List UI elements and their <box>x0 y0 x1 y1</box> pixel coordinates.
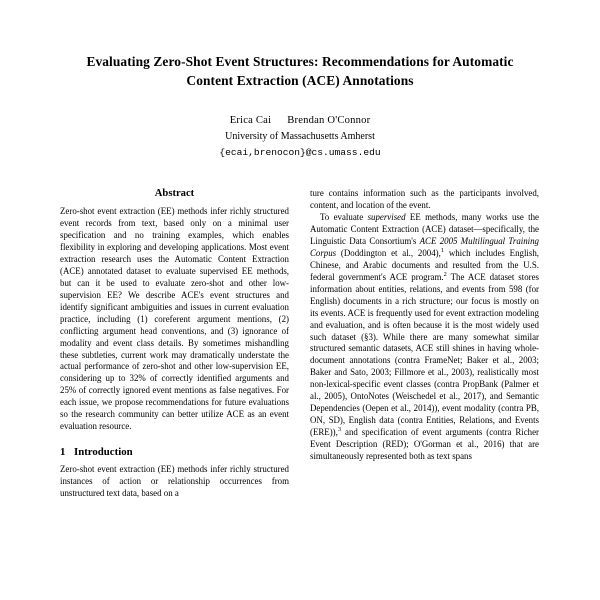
text-run: and specification of event arguments (contra Richer Event Description (RED); O'Gorman et al., 2016) that are simultaneously represented both as text spans <box>310 427 539 462</box>
author-email: {ecai,brenocon}@cs.umass.edu <box>219 146 381 158</box>
continued-paragraph: ture contains information such as the participants involved, content, and location of the event. <box>310 187 539 210</box>
introduction-text: Zero-shot event extraction (EE) methods infer richly structured instances of action or relationship occurrences from unstructured text data, based on a <box>60 464 289 499</box>
evaluation-paragraph <box>310 212 539 463</box>
text-run: which includes English, Chinese, and Arabic documents and resulted from the U.S. federal government's ACE program. <box>310 247 539 282</box>
abstract-heading: Abstract <box>154 187 195 199</box>
text-run: EE methods, many works use the Automatic Content Extraction (ACE) dataset—specifically, the Linguistic Data Consortium's <box>310 211 539 246</box>
author-name: Erica Cai <box>229 114 272 126</box>
right-column <box>310 188 539 500</box>
section-title: Introduction <box>74 446 133 459</box>
section-number: 1 <box>60 446 66 459</box>
text-run: (Doddington et al., 2004), <box>336 247 441 258</box>
author-list <box>60 115 540 126</box>
author-name: Brendan O'Connor <box>287 114 371 126</box>
text-run: To evaluate <box>320 211 368 222</box>
two-column-body <box>60 188 540 500</box>
footnote-marker: 2 <box>443 270 447 278</box>
footnote-marker: 1 <box>440 246 445 254</box>
affiliation: University of Massachusetts Amherst <box>225 130 375 142</box>
footnote-marker: 3 <box>337 426 342 434</box>
text-run-italic: ACE 2005 Multilingual Training Corpus <box>310 235 539 258</box>
introduction-heading <box>60 446 289 458</box>
text-run: The ACE dataset stores information about entities, relations, and events from 598 (for English) documents in a rich structure; our focus is mostly on its events. ACE is frequently used for event extraction modeling and evaluation, and is often because it is the most widely used such dataset (§3). While there are many somewhat similar structured semantic datasets, ACE still shines in having whole-document annotations (contra FrameNet; Baker et al., 2003; Baker and Sato, 2003; Fillmore et al., 2003), realistically most non-lexical-specific event classes (contra PropBank (Palmer et al., 2005), OntoNotes (Weischedel et al., 2017), and Semantic Dependencies (Oepen et al., 2014)), event modality (contra PB, ON, SD), English data (contra Entities, Relations, and Events (ERE)), <box>310 271 539 438</box>
page-title: Evaluating Zero-Shot Event Structures: Recommendations for Automatic Content Extraction (ACE) Annotations <box>86 54 514 89</box>
abstract-text: Zero-shot event extraction (EE) methods infer richly structured event records from text, based only on a minimal user specification and no training examples, which enables flexibility in exploring and developing applications. Most event extraction research uses the Automatic Content Extraction (ACE) annotated dataset to evaluate supervised EE methods, but can it be used to evaluate zero-shot and other low-supervision EE? We describe ACE's event structures and identify significant ambiguities and issues in current evaluation practice, including (1) coreferent argument mentions, (2) conflicting argument head conventions, and (3) ignorance of modality and event class details. By sometimes mishandling these subtleties, current work may dramatically understate the actual performance of zero-shot and other low-supervision EE, considering up to 32% of correctly identified arguments and 25% of correctly ignored event mentions as false negatives. For each issue, we propose recommendations for future evaluations so the research community can better utilize ACE as an event evaluation resource. <box>60 205 289 432</box>
left-column <box>60 188 289 500</box>
text-run-italic: supervised <box>367 211 406 222</box>
